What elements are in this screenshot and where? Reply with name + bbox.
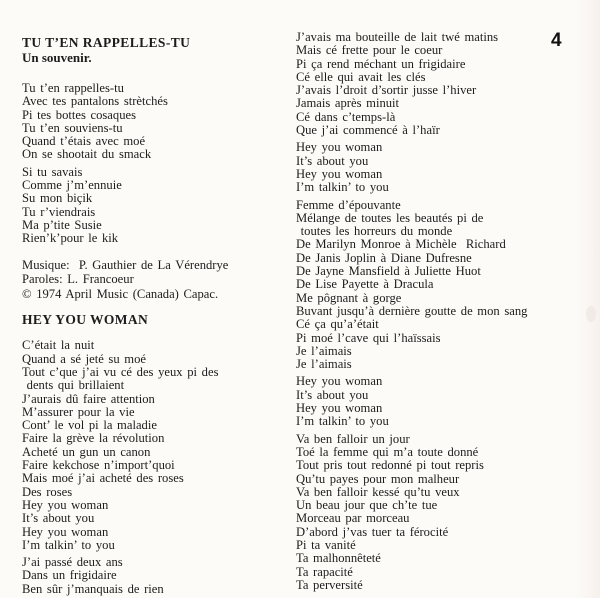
lyric-line: Des roses: [22, 484, 73, 499]
lyric-line: It’s about you: [296, 153, 369, 168]
song2-stanza-2: [22, 556, 290, 596]
lyric-line: Quand t’étais avec moé: [22, 134, 146, 149]
lyric-line: Ta perversité: [296, 577, 363, 592]
lyric-line: C’était la nuit: [22, 338, 95, 353]
lyric-line: I’m talkin’ to you: [22, 537, 115, 552]
song1-credits: [22, 258, 290, 302]
lyric-line: Dans un frigidaire: [22, 568, 117, 583]
song2-chorus-2: [296, 375, 582, 428]
lyric-line: Mais moé j’ai acheté des roses: [22, 471, 184, 486]
lyric-line: On se shootait du smack: [22, 147, 152, 162]
song2-stanza-5: [296, 433, 582, 593]
lyric-line: Qu’tu payes pour mon malheur: [296, 471, 460, 486]
song-title-tu-ten-rappelles-tu: TU T’EN RAPPELLES-TU: [22, 35, 191, 50]
song2-stanza-4: [296, 199, 582, 372]
lyric-line: Toé la femme qui m’a toute donné: [296, 444, 479, 459]
lyric-line: J’ai passé deux ans: [22, 555, 123, 570]
lyric-line: Hey you woman: [22, 524, 109, 539]
left-column: [22, 36, 290, 596]
lyric-line: I’m talkin’ to you: [296, 414, 389, 429]
song-subtitle-un-souvenir: Un souvenir.: [22, 50, 92, 65]
lyric-line: Hey you woman: [296, 166, 383, 181]
right-column: [296, 31, 582, 592]
lyric-line: Cont’ le vol pi la maladie: [22, 418, 157, 433]
lyric-line: D’abord j’vas tuer ta férocité: [296, 524, 449, 539]
lyric-line: Pi ta vanité: [296, 537, 356, 552]
lyric-line: Cé dans c’temps-là: [296, 109, 396, 124]
song2-stanza-1: [22, 339, 290, 552]
lyric-line: Hey you woman: [296, 374, 383, 389]
lyric-line: Hey you woman: [22, 497, 109, 512]
lyric-line: Paroles: L. Francoeur: [22, 272, 134, 287]
lyric-line: Me pôgnant à gorge: [296, 290, 402, 305]
lyric-line: Rien’k’pour le kik: [22, 231, 119, 246]
lyric-line: Faire la grève la révolution: [22, 431, 165, 446]
lyric-line: De Lise Payette à Dracula: [296, 277, 434, 292]
lyric-line: Si tu savais: [22, 164, 83, 179]
lyric-line: Mais cé frette pour le coeur: [296, 43, 443, 58]
song2-chorus-1: [296, 141, 582, 194]
lyric-line: Comme j’m’ennuie: [22, 178, 122, 193]
lyric-line: Tu t’en rappelles-tu: [22, 81, 124, 95]
lyric-line: Un beau jour que ch’te tue: [296, 498, 438, 513]
lyric-line: Tu t’en souviens-tu: [22, 120, 123, 135]
lyric-line: Musique: P. Gauthier de La Vérendrye: [22, 257, 229, 272]
lyric-line: Tout c’que j’ai vu cé des yeux pi des: [22, 364, 219, 379]
lyric-line: Avec tes pantalons strètchés: [22, 94, 168, 109]
lyric-line: Ta rapacité: [296, 564, 353, 579]
lyric-line: Pi moé l’cave qui l’haïssais: [296, 330, 441, 345]
lyric-line: Que j’ai commencé à l’haïr: [296, 123, 440, 138]
lyric-line: Su mon biçik: [22, 191, 93, 206]
lyric-line: J’avais l’droit d’sortir jusse l’hiver: [296, 83, 477, 98]
lyric-line: Buvant jusqu’à dernière goutte de mon sang: [296, 303, 528, 318]
lyric-line: De Marilyn Monroe à Michèle Richard: [296, 237, 506, 252]
song1-stanza-2: [22, 166, 290, 246]
lyric-line: Jamais après minuit: [296, 96, 400, 111]
lyric-line: Ben sûr j’manquais de rien: [22, 581, 164, 596]
lyric-line: toutes les horreurs du monde: [296, 224, 453, 239]
lyric-line: Va ben falloir kessé qu’tu veux: [296, 484, 460, 499]
lyric-line: Hey you woman: [296, 401, 383, 416]
lyric-line: dents qui brillaient: [22, 378, 125, 393]
lyric-line: Cé elle qui avait les clés: [296, 69, 426, 84]
lyric-line: Quand a sé jeté su moé: [22, 351, 146, 366]
lyric-line: J’aurais dû faire attention: [22, 391, 155, 406]
lyric-line: Je l’aimais: [296, 357, 352, 372]
song2-stanza-3: [296, 31, 582, 137]
lyric-line: J’avais ma bouteille de lait twé matins: [296, 30, 499, 44]
lyric-line: De Janis Joplin à Diane Dufresne: [296, 250, 472, 265]
song1-stanza-1: [22, 82, 290, 162]
lyric-line: Morceau par morceau: [296, 511, 410, 526]
lyric-line: Cé ça qu’a’était: [296, 317, 379, 332]
lyric-line: Je l’aimais: [296, 343, 352, 358]
lyric-line: It’s about you: [296, 387, 369, 402]
lyric-line: I’m talkin’ to you: [296, 180, 389, 195]
lyric-line: De Jayne Mansfield à Juliette Huot: [296, 264, 481, 279]
lyric-line: Tout pris tout redonné pi tout repris: [296, 458, 484, 473]
lyric-line: © 1974 April Music (Canada) Capac.: [22, 286, 219, 301]
lyric-line: Mélange de toutes les beautés pi de: [296, 210, 484, 225]
scan-smudge: [586, 306, 596, 322]
lyric-line: Acheté un gun un canon: [22, 444, 151, 459]
page-number: 4: [551, 30, 562, 51]
song-title-hey-you-woman: HEY YOU WOMAN: [22, 312, 149, 328]
lyric-line: Pi tes bottes cosaques: [22, 107, 136, 122]
lyric-line: Pi ça rend méchant un frigidaire: [296, 56, 466, 71]
lyric-line: Ma p’tite Susie: [22, 217, 102, 232]
lyric-line: Faire kekchose n’import’quoi: [22, 458, 175, 473]
lyric-line: Femme d’épouvante: [296, 197, 401, 212]
lyric-line: Tu r’viendrais: [22, 204, 96, 219]
lyric-line: Va ben falloir un jour: [296, 431, 410, 446]
lyric-line: Hey you woman: [296, 140, 383, 155]
lyric-line: It’s about you: [22, 511, 95, 526]
lyric-line: M’assurer pour la vie: [22, 404, 135, 419]
lyric-line: Ta malhonnêteté: [296, 551, 381, 566]
